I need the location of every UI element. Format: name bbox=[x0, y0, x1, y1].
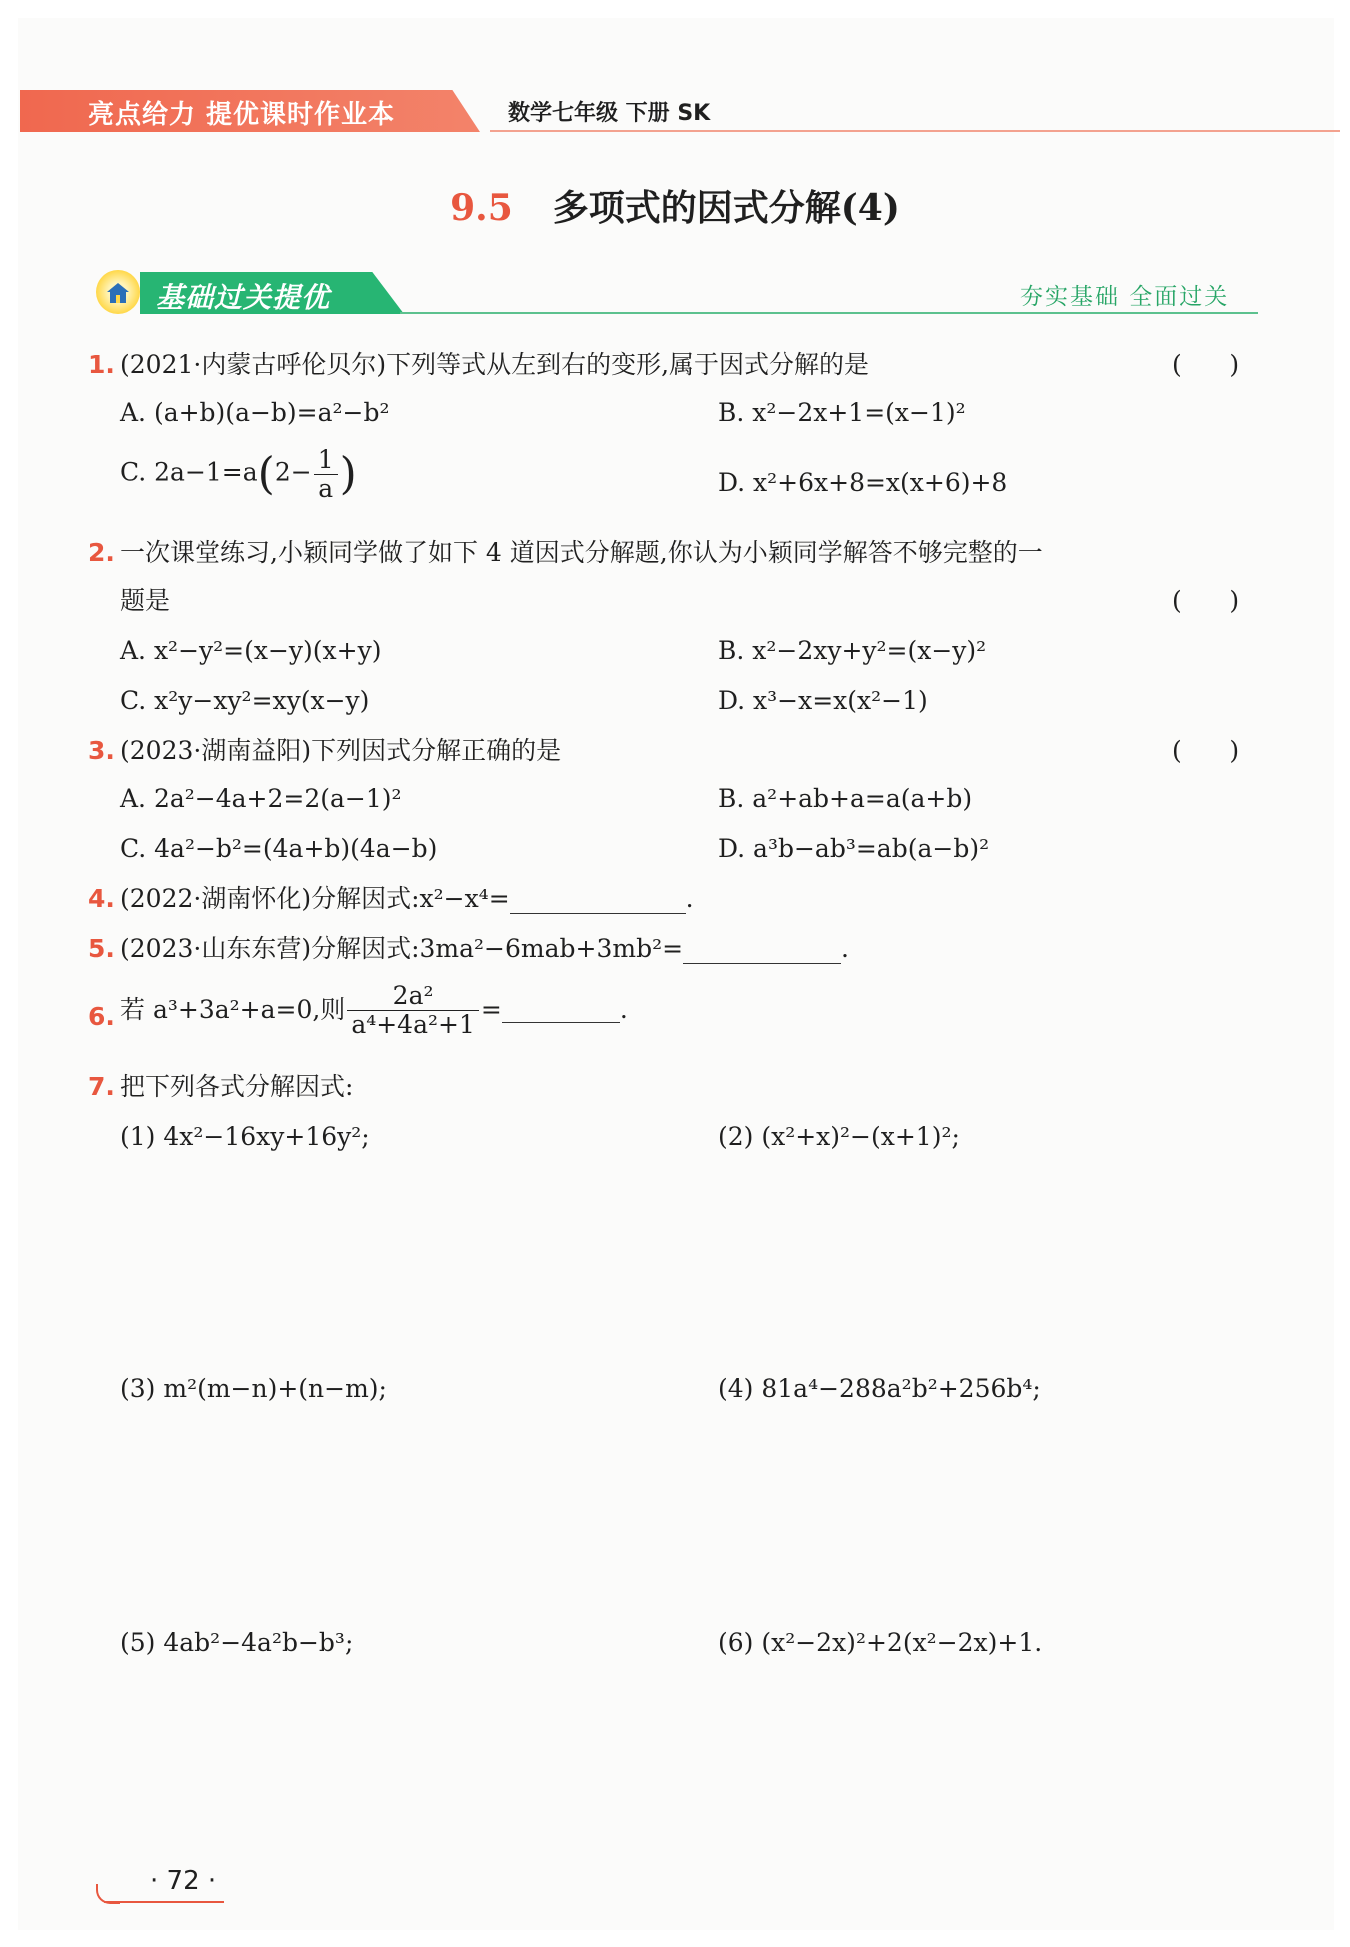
section-slogan: 夯实基础 全面过关 bbox=[1020, 284, 1230, 310]
question-number: 7. bbox=[88, 1072, 115, 1101]
subquestion-3: (3) m²(m−n)+(n−m); bbox=[120, 1374, 387, 1403]
fraction bbox=[347, 982, 479, 1038]
subquestion-4: (4) 81a⁴−288a²b²+256b⁴; bbox=[718, 1374, 1041, 1403]
option-d[interactable]: D. x³−x=x(x²−1) bbox=[718, 686, 928, 715]
fraction-denominator: a⁴+4a²+1 bbox=[351, 1009, 475, 1039]
paren-right: ) bbox=[339, 448, 357, 500]
subquestion-6: (6) (x²−2x)²+2(x²−2x)+1. bbox=[718, 1628, 1043, 1657]
header-grade-info: 数学七年级 下册 SK bbox=[508, 101, 711, 126]
option-a[interactable]: A. x²−y²=(x−y)(x+y) bbox=[120, 636, 382, 665]
option-a[interactable]: A. 2a²−4a+2=2(a−1)² bbox=[120, 784, 402, 813]
page-number-underline bbox=[104, 1901, 224, 1903]
equals-sign: = bbox=[480, 995, 502, 1024]
header-divider bbox=[490, 130, 1340, 132]
option-c[interactable] bbox=[120, 446, 357, 502]
header-book-title: 亮点给力 提优课时作业本 bbox=[88, 100, 396, 130]
title-text: 多项式的因式分解(4) bbox=[552, 187, 900, 229]
question-number: 5. bbox=[88, 934, 115, 963]
period: . bbox=[685, 884, 694, 913]
option-a[interactable]: A. (a+b)(a−b)=a²−b² bbox=[120, 398, 390, 427]
subquestion-2: (2) (x²+x)²−(x+1)²; bbox=[718, 1122, 960, 1151]
question-2-stem-line1: 一次课堂练习,小颖同学做了如下 4 道因式分解题,你认为小颖同学解答不够完整的一 bbox=[120, 538, 1043, 567]
answer-paren[interactable]: ( ) bbox=[1172, 586, 1240, 615]
house-icon bbox=[106, 282, 130, 304]
question-number: 6. bbox=[88, 1002, 115, 1031]
subquestion-1: (1) 4x²−16xy+16y²; bbox=[120, 1122, 370, 1151]
question-2-stem-line2: 题是 bbox=[120, 586, 171, 615]
question-number: 3. bbox=[88, 736, 115, 765]
option-d[interactable]: D. x²+6x+8=x(x+6)+8 bbox=[718, 468, 1008, 497]
page-number: · 72 · bbox=[150, 1866, 217, 1896]
question-number: 4. bbox=[88, 884, 115, 913]
option-b[interactable]: B. a²+ab+a=a(a+b) bbox=[718, 784, 973, 813]
option-c[interactable]: C. 4a²−b²=(4a+b)(4a−b) bbox=[120, 834, 438, 863]
question-1-stem: (2021·内蒙古呼伦贝尔)下列等式从左到右的变形,属于因式分解的是 bbox=[120, 350, 870, 379]
question-7-stem: 把下列各式分解因式: bbox=[120, 1072, 354, 1101]
option-b[interactable]: B. x²−2x+1=(x−1)² bbox=[718, 398, 966, 427]
section-label: 基础过关提优 bbox=[156, 281, 331, 314]
option-b[interactable]: B. x²−2xy+y²=(x−y)² bbox=[718, 636, 987, 665]
subquestion-5: (5) 4ab²−4a²b−b³; bbox=[120, 1628, 354, 1657]
period: . bbox=[841, 934, 849, 963]
period: . bbox=[619, 995, 628, 1024]
paren-left: ( bbox=[257, 448, 275, 500]
question-6-stem: 若 a³+3a²+a=0,则 bbox=[120, 995, 346, 1024]
question-number: 1. bbox=[88, 350, 115, 379]
question-5 bbox=[120, 934, 849, 964]
fraction-denominator: a bbox=[318, 473, 334, 503]
option-c[interactable]: C. x²y−xy²=xy(x−y) bbox=[120, 686, 370, 715]
fraction bbox=[314, 446, 338, 502]
option-d[interactable]: D. a³b−ab³=ab(a−b)² bbox=[718, 834, 990, 863]
fraction-numerator: 2a² bbox=[347, 982, 479, 1011]
section-divider bbox=[400, 312, 1258, 314]
answer-blank[interactable] bbox=[510, 889, 686, 914]
page-title bbox=[0, 180, 1350, 231]
question-4-stem: (2022·湖南怀化)分解因式:x²−x⁴= bbox=[120, 884, 510, 913]
answer-blank[interactable] bbox=[683, 939, 841, 964]
question-6 bbox=[120, 982, 628, 1038]
title-number: 9.5 bbox=[450, 187, 513, 229]
answer-paren[interactable]: ( ) bbox=[1172, 736, 1240, 765]
answer-paren[interactable]: ( ) bbox=[1172, 350, 1240, 379]
question-5-stem: (2023·山东东营)分解因式:3ma²−6mab+3mb²= bbox=[120, 934, 684, 963]
fraction-numerator: 1 bbox=[314, 446, 338, 475]
option-c-lhs: C. 2a−1=a bbox=[120, 457, 258, 487]
question-number: 2. bbox=[88, 538, 115, 567]
option-c-mid: 2− bbox=[274, 457, 312, 487]
question-3-stem: (2023·湖南益阳)下列因式分解正确的是 bbox=[120, 736, 562, 765]
answer-blank[interactable] bbox=[502, 998, 620, 1023]
question-4 bbox=[120, 884, 694, 914]
